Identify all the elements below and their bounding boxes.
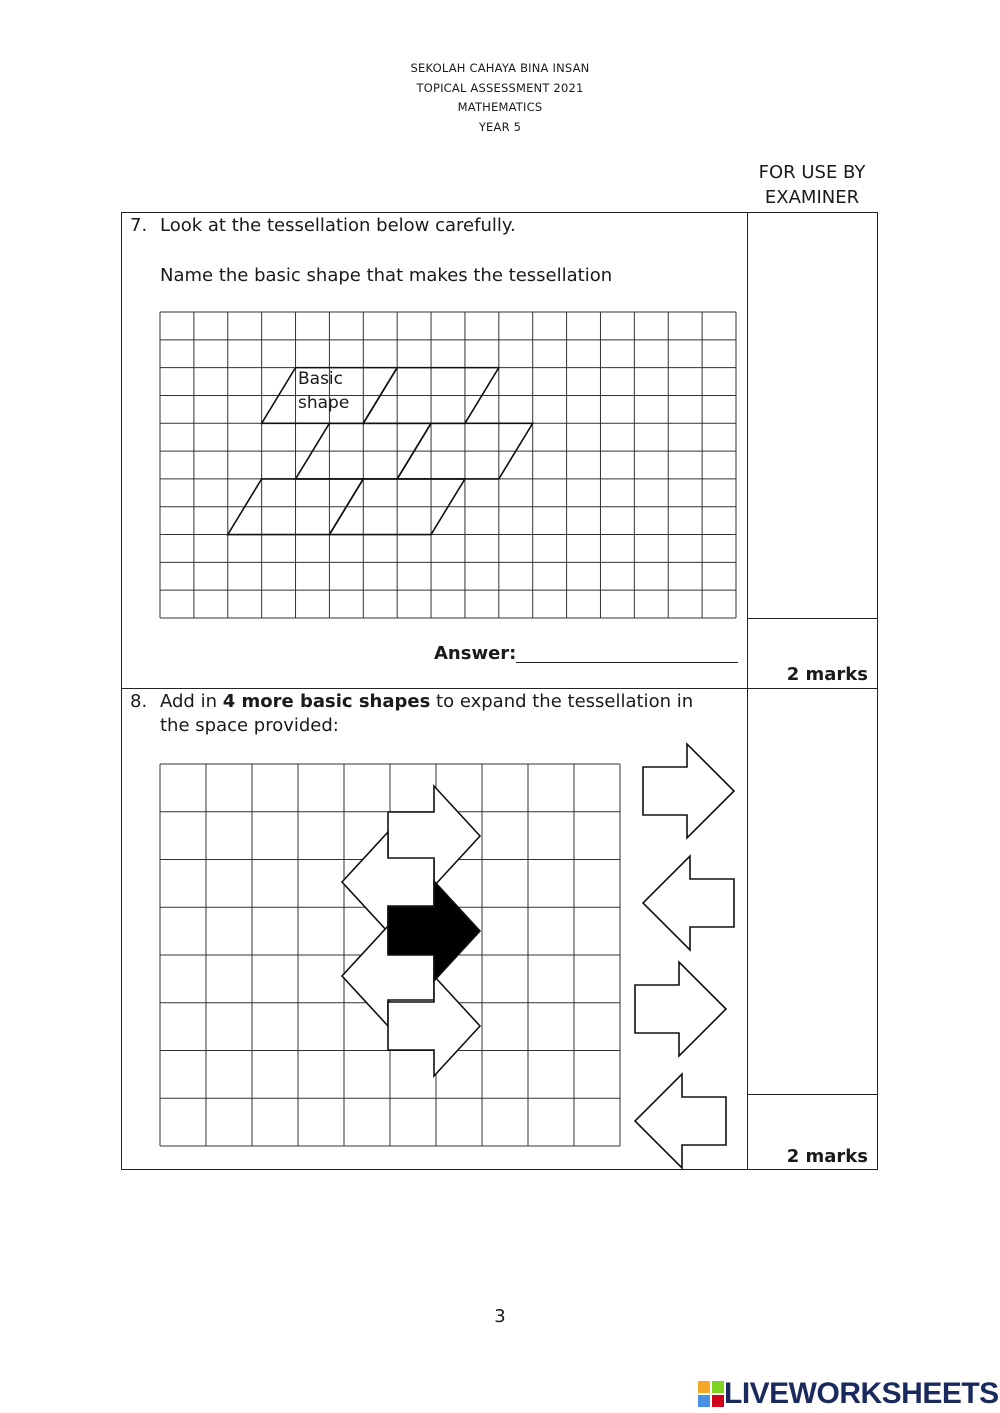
q8-marks-divider <box>747 1094 878 1095</box>
logo-text: LIVEWORKSHEETS <box>724 1377 999 1410</box>
q7-answer-label: Answer: <box>434 643 517 664</box>
liveworksheets-logo <box>698 1377 999 1411</box>
q7-number: 7. <box>130 215 148 236</box>
q8-marks: 2 marks <box>786 1146 868 1167</box>
arrow-option-right-2[interactable] <box>632 960 732 1060</box>
school-name: SEKOLAH CAHAYA BINA INSAN <box>410 61 590 75</box>
document-header <box>0 59 1000 137</box>
arrow-option-right-1[interactable] <box>640 742 740 842</box>
examiner-label: FOR USE BY EXAMINER <box>758 162 866 208</box>
arrow-right-icon <box>635 962 726 1056</box>
q7-marks-divider <box>747 618 878 619</box>
q7-tessellation-grid <box>160 312 736 618</box>
subject-name: MATHEMATICS <box>457 100 543 114</box>
logo-icon <box>698 1381 724 1407</box>
q7-instruction: Look at the tessellation below carefully. <box>160 215 516 236</box>
q8-number: 8. <box>130 691 148 712</box>
arrow-option-left-2[interactable] <box>632 1072 732 1172</box>
q8-instruction: Add in 4 more basic shapes to expand the tessellation in the space provided: <box>160 691 694 736</box>
page-number: 3 <box>494 1306 506 1327</box>
q7-question: Name the basic shape that makes the tessellation <box>160 265 613 286</box>
year-level: YEAR 5 <box>478 119 522 134</box>
q7-answer-field[interactable] <box>516 662 738 663</box>
q8-tessellation-grid[interactable] <box>160 764 620 1146</box>
q7-marks: 2 marks <box>786 664 868 685</box>
basic-shape-label: Basic shape <box>298 369 350 413</box>
arrow-left-icon <box>635 1074 726 1168</box>
arrow-right-icon <box>643 744 734 838</box>
arrow-left-icon <box>643 856 734 950</box>
q8-emphasis: 4 more basic shapes <box>222 691 431 712</box>
assessment-title: TOPICAL ASSESSMENT 2021 <box>416 80 584 95</box>
arrow-option-left-1[interactable] <box>640 854 740 954</box>
q8-examiner-box <box>747 688 878 1170</box>
